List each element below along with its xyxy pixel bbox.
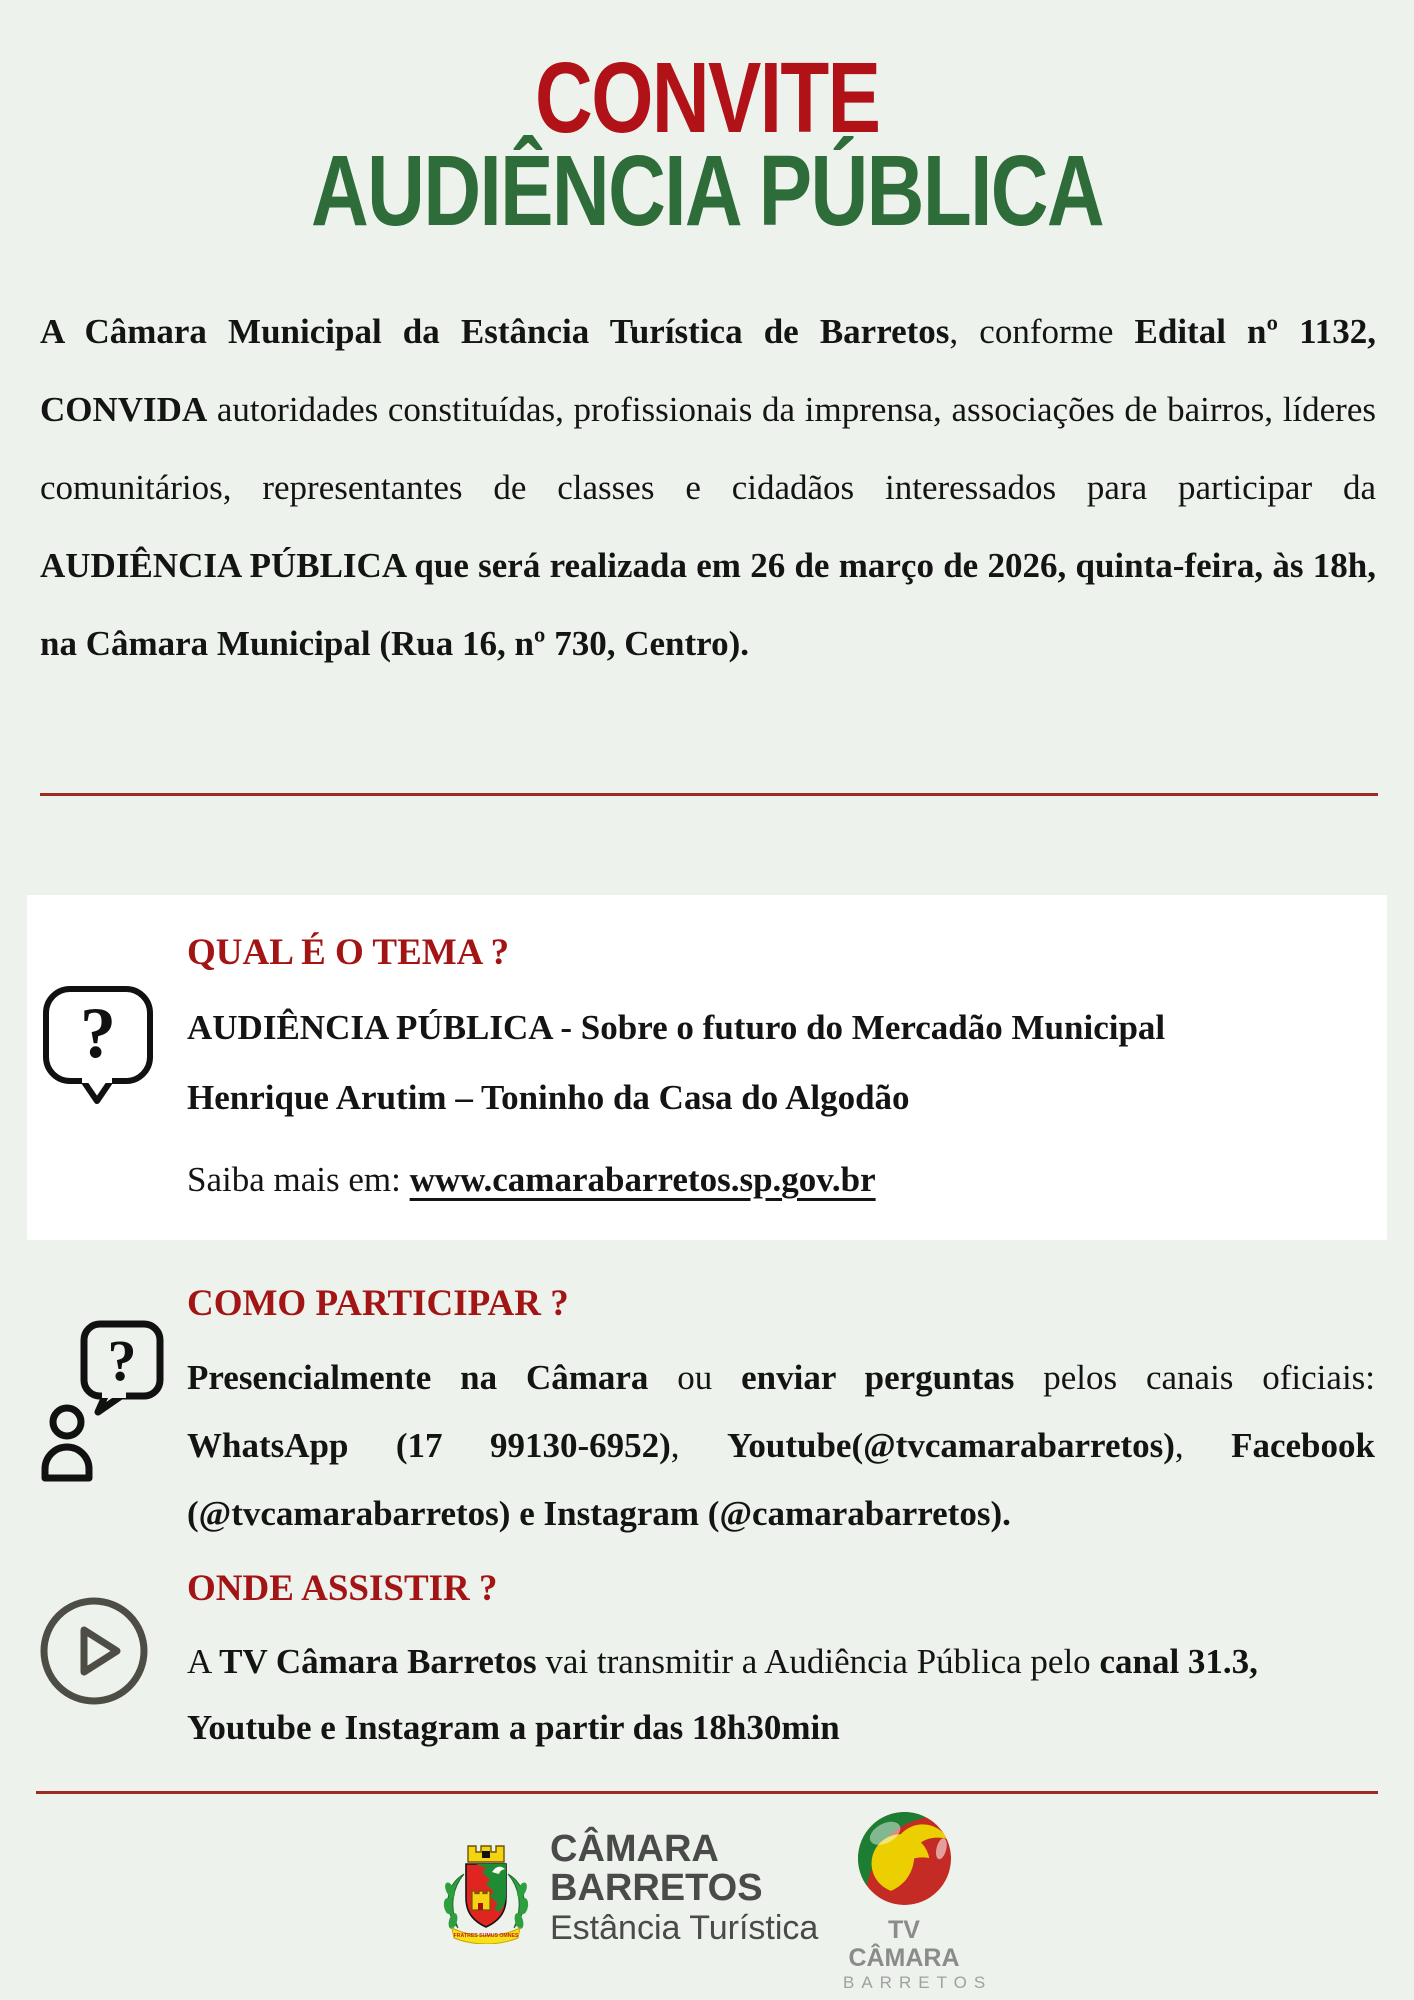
camara-logo-line1: CÂMARA	[550, 1828, 719, 1870]
crest-motto: FRATRES SUMUS OMNES	[453, 1933, 519, 1939]
section-assistir-heading: ONDE ASSISTIR ?	[187, 1568, 498, 1609]
section-assistir	[187, 1568, 1347, 1761]
title-audiencia-publica-text: AUDIÊNCIA PÚBLICA	[310, 135, 1104, 247]
camara-logo-text	[550, 1830, 818, 1948]
intro-paragraph: A Câmara Municipal da Estância Turística de Barretos, conforme Edital nº 1132, CONVIDA autoridades constituídas, profissionais da imprensa, associações de bairros, líderes comunitários, representantes de classes e cidadãos interessados para participar da AUDIÊNCIA PÚBLICA que será realizada em 26 de março de 2026, quinta-feira, às 18h, na Câmara Municipal (Rua 16, nº 730, Centro).	[40, 312, 1376, 663]
section-tema-link-line[interactable]: Saiba mais em: www.camarabarretos.sp.gov.br	[187, 1159, 876, 1199]
section-tema	[187, 932, 1292, 1215]
section-assistir-text: A TV Câmara Barretos vai transmitir a Audiência Pública pelo canal 31.3, Youtube e Instagram a partir das 18h30min	[187, 1641, 1258, 1747]
divider-bottom	[36, 1791, 1378, 1794]
person-question-icon	[40, 1318, 166, 1486]
question-glyph: ?	[80, 993, 116, 1073]
camara-barretos-logo	[436, 1830, 818, 1948]
play-circle-icon	[37, 1594, 151, 1708]
question-glyph: ?	[107, 1328, 137, 1393]
title-convite	[0, 42, 1414, 154]
section-participar-heading: COMO PARTICIPAR ?	[187, 1283, 569, 1324]
camara-logo-line2: BARRETOS	[550, 1867, 763, 1909]
question-bubble-icon	[40, 983, 156, 1109]
tv-camara-sphere-icon	[856, 1810, 953, 1907]
section-tema-text: AUDIÊNCIA PÚBLICA - Sobre o futuro do Mercadão Municipal Henrique Arutim – Toninho da Casa do Algodão	[187, 1007, 1166, 1117]
title-audiencia-publica	[0, 135, 1414, 247]
tv-logo-line1: TV CÂMARA	[848, 1916, 960, 1972]
tv-logo-line2: BARRETOS	[843, 1973, 993, 1992]
tv-camara-logo	[836, 1810, 993, 1994]
section-tema-heading: QUAL É O TEMA ?	[187, 932, 510, 973]
section-participar	[187, 1283, 1375, 1548]
camara-coat-of-arms-icon	[436, 1834, 536, 1944]
section-participar-text: Presencialmente na Câmara ou enviar perguntas pelos canais oficiais: WhatsApp (17 99130-6952), Youtube(@tvcamarabarretos), Facebook (@tvcamarabarretos) e Instagram (@camarabarretos).	[187, 1357, 1376, 1533]
camara-logo-line3: Estância Turística	[550, 1909, 819, 1947]
divider-top	[40, 793, 1378, 796]
title-convite-text: CONVITE	[534, 42, 880, 154]
